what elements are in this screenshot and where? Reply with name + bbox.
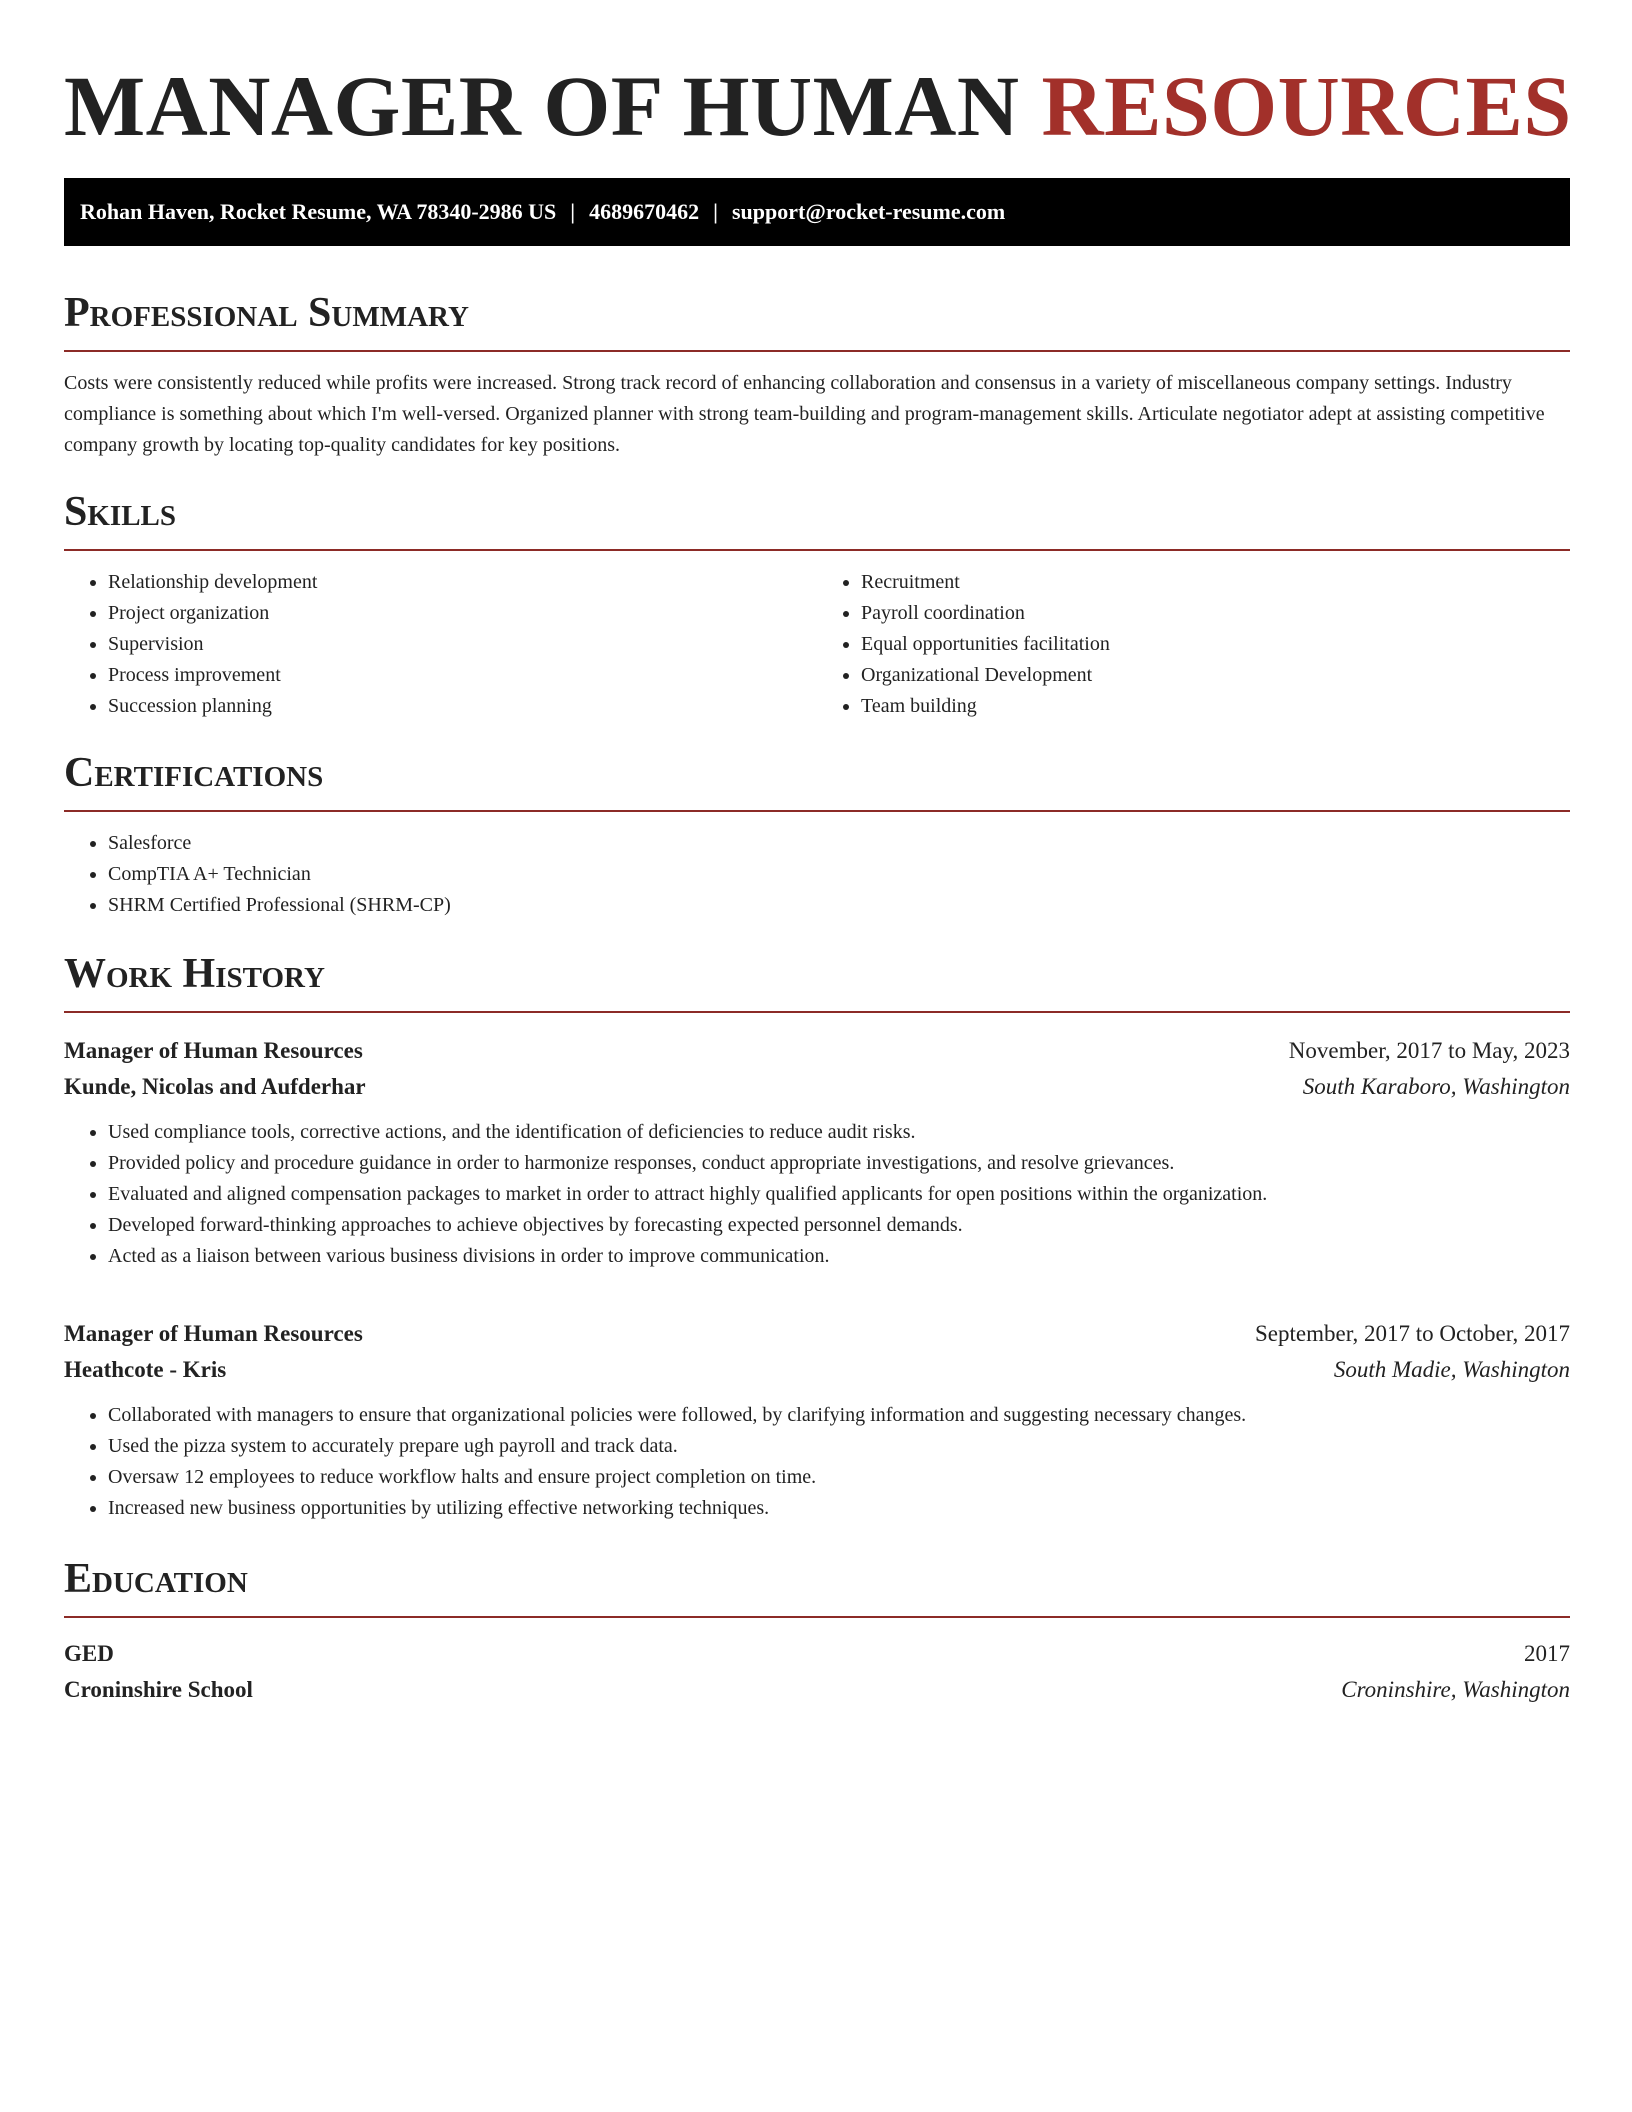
- contact-separator: |: [570, 199, 576, 224]
- education-school-row: [64, 1672, 1570, 1708]
- job-bullets: [64, 1117, 1570, 1272]
- summary-text: Costs were consistently reduced while profits were increased. Strong track record of enhancing collaboration and consensus in a variety of miscellaneous company settings. Industry compliance is something about which I'm well-versed. Organized planner with strong team-building and program-management skills. Articulate negotiator adept at assisting competitive company growth by locating top-quality candidates for key positions.: [64, 372, 1545, 456]
- skill-item: • Succession planning: [108, 691, 817, 722]
- title-main: MANAGER OF HUMAN: [64, 58, 1020, 154]
- education-school: Croninshire School: [64, 1677, 253, 1702]
- certification-item: • SHRM Certified Professional (SHRM-CP): [108, 890, 1570, 921]
- contact-email: support@rocket-resume.com: [732, 199, 1006, 224]
- job-bullet: • Acted as a liaison between various business divisions in order to improve communication.: [108, 1241, 1570, 1272]
- education-degree-row: [64, 1636, 1570, 1672]
- skill-item: • Process improvement: [108, 660, 817, 691]
- certifications-section: [64, 748, 1570, 921]
- skill-item: • Recruitment: [861, 567, 1570, 598]
- education-year: 2017: [1524, 1641, 1570, 1666]
- resume-page: [64, 58, 1570, 1708]
- education-degree: GED: [64, 1641, 114, 1666]
- skill-item: • Relationship development: [108, 567, 817, 598]
- job-title-row: [64, 1316, 1570, 1352]
- job-entry: [64, 1316, 1570, 1524]
- education-heading: Education: [64, 1554, 1570, 1618]
- skill-item: • Payroll coordination: [861, 598, 1570, 629]
- contact-phone: 4689670462: [589, 199, 700, 224]
- job-dates: September, 2017 to October, 2017: [1255, 1321, 1570, 1346]
- job-entry: [64, 1033, 1570, 1272]
- job-bullet: • Increased new business opportunities by utilizing effective networking techniques.: [108, 1493, 1570, 1524]
- contact-address: Rohan Haven, Rocket Resume, WA 78340-2986 US: [80, 199, 557, 224]
- job-bullet: • Oversaw 12 employees to reduce workflow halts and ensure project completion on time.: [108, 1462, 1570, 1493]
- job-company: Kunde, Nicolas and Aufderhar: [64, 1074, 366, 1099]
- resume-title: [64, 58, 1570, 154]
- job-title: Manager of Human Resources: [64, 1321, 363, 1346]
- education-section: [64, 1554, 1570, 1708]
- certifications-list: [64, 828, 1570, 921]
- job-company-row: [64, 1069, 1570, 1105]
- job-bullets: [64, 1400, 1570, 1524]
- certification-item: • Salesforce: [108, 828, 1570, 859]
- skill-item: • Project organization: [108, 598, 817, 629]
- title-accent: RESOURCES: [1041, 58, 1572, 154]
- job-title: Manager of Human Resources: [64, 1038, 363, 1063]
- summary-heading: Professional Summary: [64, 288, 1570, 352]
- education-location: Croninshire, Washington: [1341, 1677, 1570, 1702]
- job-bullet: • Used the pizza system to accurately prepare ugh payroll and track data.: [108, 1431, 1570, 1462]
- summary-section: [64, 288, 1570, 461]
- skills-section: [64, 487, 1570, 722]
- skill-item: • Supervision: [108, 629, 817, 660]
- skill-item: • Team building: [861, 691, 1570, 722]
- skills-columns: [64, 567, 1570, 722]
- job-bullet: • Provided policy and procedure guidance in order to harmonize responses, conduct appropriate investigations, and resolve grievances.: [108, 1148, 1570, 1179]
- education-entry: [64, 1636, 1570, 1708]
- job-bullet: • Collaborated with managers to ensure that organizational policies were followed, by clarifying information and suggesting necessary changes.: [108, 1400, 1570, 1431]
- work-history-section: [64, 949, 1570, 1524]
- certifications-heading: Certifications: [64, 748, 1570, 812]
- skills-left-list: [64, 567, 817, 722]
- job-company-row: [64, 1352, 1570, 1388]
- job-bullet: • Used compliance tools, corrective actions, and the identification of deficiencies to reduce audit risks.: [108, 1117, 1570, 1148]
- job-company: Heathcote - Kris: [64, 1357, 227, 1382]
- job-dates: November, 2017 to May, 2023: [1288, 1038, 1570, 1063]
- skills-right-list: [817, 567, 1570, 722]
- contact-bar: [64, 178, 1570, 246]
- job-bullet: • Developed forward-thinking approaches to achieve objectives by forecasting expected personnel demands.: [108, 1210, 1570, 1241]
- skill-item: • Equal opportunities facilitation: [861, 629, 1570, 660]
- job-title-row: [64, 1033, 1570, 1069]
- work-history-heading: Work History: [64, 949, 1570, 1013]
- certification-item: • CompTIA A+ Technician: [108, 859, 1570, 890]
- skill-item: • Organizational Development: [861, 660, 1570, 691]
- skills-heading: Skills: [64, 487, 1570, 551]
- job-bullet: • Evaluated and aligned compensation packages to market in order to attract highly qualified applicants for open positions within the organization.: [108, 1179, 1570, 1210]
- contact-separator: |: [713, 199, 718, 224]
- job-location: South Madie, Washington: [1333, 1357, 1570, 1382]
- job-location: South Karaboro, Washington: [1302, 1074, 1570, 1099]
